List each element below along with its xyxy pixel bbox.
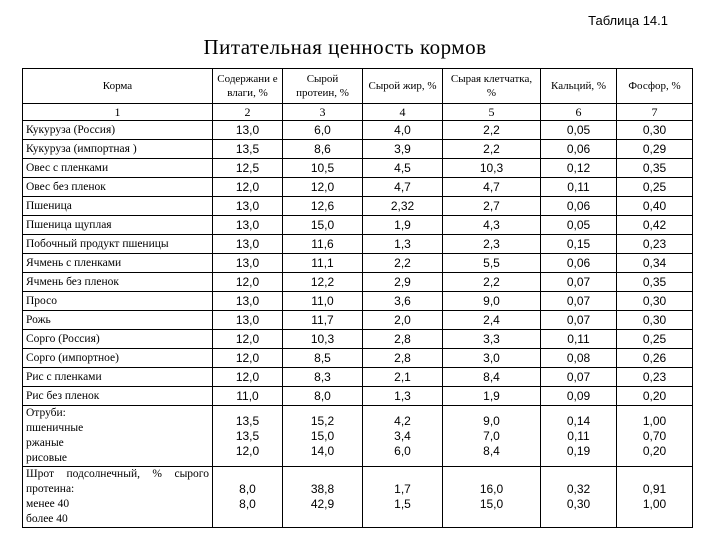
value-cell: 13,5 (213, 140, 283, 159)
header-cell: Фосфор, % (617, 69, 693, 104)
feed-name: Рожь (23, 311, 213, 330)
value-cell: 0,08 (541, 349, 617, 368)
nutrition-table (22, 68, 693, 528)
value-cell: 0,07 (541, 273, 617, 292)
value-cell: 10,5 (283, 159, 363, 178)
value-cell: 0,29 (617, 140, 693, 159)
value-cell: 0,07 (541, 368, 617, 387)
value-cell: 2,8 (363, 330, 443, 349)
table-row (23, 235, 693, 254)
value-cell: 38,8 42,9 (283, 467, 363, 528)
value-cell: 8,5 (283, 349, 363, 368)
value-cell: 0,32 0,30 (541, 467, 617, 528)
feed-name: Просо (23, 292, 213, 311)
value-cell: 8,0 (283, 387, 363, 406)
header-cell: Кальций, % (541, 69, 617, 104)
column-number: 3 (283, 104, 363, 121)
value-cell: 0,26 (617, 349, 693, 368)
value-cell: 15,0 (283, 216, 363, 235)
value-cell: 1,9 (443, 387, 541, 406)
column-number: 1 (23, 104, 213, 121)
header-cell: Корма (23, 69, 213, 104)
value-cell: 13,0 (213, 197, 283, 216)
value-cell: 0,06 (541, 140, 617, 159)
value-cell: 13,0 (213, 292, 283, 311)
value-cell: 0,34 (617, 254, 693, 273)
value-cell: 2,4 (443, 311, 541, 330)
value-cell: 0,91 1,00 (617, 467, 693, 528)
header-cell: Сырой протеин, % (283, 69, 363, 104)
value-cell: 8,4 (443, 368, 541, 387)
value-cell: 0,06 (541, 197, 617, 216)
table-row (23, 197, 693, 216)
table-row (23, 368, 693, 387)
value-cell: 4,0 (363, 121, 443, 140)
value-cell: 0,35 (617, 273, 693, 292)
value-cell: 1,00 0,70 0,20 (617, 406, 693, 467)
feed-subitem: ржаные (26, 437, 64, 449)
value-cell: 12,2 (283, 273, 363, 292)
value-cell: 0,09 (541, 387, 617, 406)
value-cell: 11,7 (283, 311, 363, 330)
column-number: 4 (363, 104, 443, 121)
value-cell: 0,23 (617, 235, 693, 254)
table-row (23, 273, 693, 292)
feed-name: Кукуруза (Россия) (23, 121, 213, 140)
header-row (23, 69, 693, 104)
table-row (23, 159, 693, 178)
table-row (23, 330, 693, 349)
value-cell: 0,14 0,11 0,19 (541, 406, 617, 467)
value-cell: 0,06 (541, 254, 617, 273)
feed-subitem: более 40 (26, 513, 68, 525)
value-cell: 2,2 (363, 254, 443, 273)
feed-subitem: рисовые (26, 452, 68, 464)
value-cell: 12,0 (213, 368, 283, 387)
value-cell: 0,12 (541, 159, 617, 178)
value-cell: 0,05 (541, 216, 617, 235)
value-cell: 3,0 (443, 349, 541, 368)
header-cell: Содержани е влаги, % (213, 69, 283, 104)
value-cell: 13,0 (213, 121, 283, 140)
value-cell: 2,8 (363, 349, 443, 368)
table-row (23, 254, 693, 273)
value-cell: 3,3 (443, 330, 541, 349)
value-cell: 0,35 (617, 159, 693, 178)
value-cell: 0,07 (541, 292, 617, 311)
value-cell: 6,0 (283, 121, 363, 140)
value-cell: 4,2 3,4 6,0 (363, 406, 443, 467)
header-cell: Сырой жир, % (363, 69, 443, 104)
column-number: 6 (541, 104, 617, 121)
value-cell: 13,0 (213, 254, 283, 273)
value-cell: 1,3 (363, 387, 443, 406)
value-cell: 11,6 (283, 235, 363, 254)
value-cell: 12,6 (283, 197, 363, 216)
table-row (23, 387, 693, 406)
value-cell: 2,7 (443, 197, 541, 216)
value-cell: 2,2 (443, 121, 541, 140)
feed-name: Побочный продукт пшеницы (23, 235, 213, 254)
value-cell: 0,07 (541, 311, 617, 330)
value-cell: 12,0 (213, 178, 283, 197)
feed-name-cell (23, 406, 213, 467)
page-title: Питательная ценность кормов (203, 35, 487, 59)
value-cell: 12,0 (213, 349, 283, 368)
value-cell: 15,2 15,0 14,0 (283, 406, 363, 467)
column-number: 2 (213, 104, 283, 121)
value-cell: 12,5 (213, 159, 283, 178)
value-cell: 4,7 (443, 178, 541, 197)
table-row (23, 121, 693, 140)
value-cell: 11,0 (213, 387, 283, 406)
value-cell: 10,3 (443, 159, 541, 178)
value-cell: 4,5 (363, 159, 443, 178)
value-cell: 3,9 (363, 140, 443, 159)
value-cell: 0,15 (541, 235, 617, 254)
value-cell: 0,25 (617, 178, 693, 197)
value-cell: 0,05 (541, 121, 617, 140)
value-cell: 0,30 (617, 292, 693, 311)
value-cell: 12,0 (283, 178, 363, 197)
value-cell: 3,6 (363, 292, 443, 311)
table-row (23, 178, 693, 197)
value-cell: 0,42 (617, 216, 693, 235)
value-cell: 2,3 (443, 235, 541, 254)
value-cell: 8,0 8,0 (213, 467, 283, 528)
feed-name: Ячмень с пленками (23, 254, 213, 273)
table-number-label: Таблица 14.1 (588, 13, 668, 28)
column-number: 7 (617, 104, 693, 121)
value-cell: 13,5 13,5 12,0 (213, 406, 283, 467)
value-cell: 9,0 (443, 292, 541, 311)
value-cell: 4,7 (363, 178, 443, 197)
feed-name: Сорго (импортное) (23, 349, 213, 368)
value-cell: 13,0 (213, 311, 283, 330)
value-cell: 8,3 (283, 368, 363, 387)
value-cell: 1,9 (363, 216, 443, 235)
value-cell: 10,3 (283, 330, 363, 349)
value-cell: 2,2 (443, 273, 541, 292)
feed-subitem: пшеничные (26, 422, 84, 434)
value-cell: 0,30 (617, 121, 693, 140)
value-cell: 0,20 (617, 387, 693, 406)
feed-name: Рис с пленками (23, 368, 213, 387)
value-cell: 11,1 (283, 254, 363, 273)
feed-name: Овес без пленок (23, 178, 213, 197)
value-cell: 12,0 (213, 273, 283, 292)
value-cell: 13,0 (213, 216, 283, 235)
table-row-meal (23, 467, 693, 528)
value-cell: 5,5 (443, 254, 541, 273)
table-row (23, 140, 693, 159)
table-row (23, 311, 693, 330)
feed-name: Отруби: (26, 407, 66, 419)
value-cell: 0,40 (617, 197, 693, 216)
value-cell: 2,1 (363, 368, 443, 387)
value-cell: 1,3 (363, 235, 443, 254)
value-cell: 11,0 (283, 292, 363, 311)
feed-name-cell (23, 467, 213, 528)
value-cell: 0,11 (541, 178, 617, 197)
feed-name: Рис без пленок (23, 387, 213, 406)
table-row (23, 216, 693, 235)
value-cell: 0,25 (617, 330, 693, 349)
value-cell: 13,0 (213, 235, 283, 254)
value-cell: 1,7 1,5 (363, 467, 443, 528)
table-row-bran (23, 406, 693, 467)
feed-subitem: менее 40 (26, 498, 70, 510)
table-row (23, 292, 693, 311)
header-cell: Сырая клетчатка, % (443, 69, 541, 104)
value-cell: 2,32 (363, 197, 443, 216)
feed-name: Овес с пленками (23, 159, 213, 178)
value-cell: 8,6 (283, 140, 363, 159)
feed-name: Шрот подсолнечный, % сырого протеина: (26, 468, 209, 495)
value-cell: 0,23 (617, 368, 693, 387)
column-number-row (23, 104, 693, 121)
value-cell: 16,0 15,0 (443, 467, 541, 528)
value-cell: 9,0 7,0 8,4 (443, 406, 541, 467)
value-cell: 4,3 (443, 216, 541, 235)
column-number: 5 (443, 104, 541, 121)
feed-name: Пшеница (23, 197, 213, 216)
value-cell: 12,0 (213, 330, 283, 349)
feed-name: Кукуруза (импортная ) (23, 140, 213, 159)
feed-name: Пшеница щуплая (23, 216, 213, 235)
value-cell: 2,0 (363, 311, 443, 330)
feed-name: Сорго (Россия) (23, 330, 213, 349)
value-cell: 2,2 (443, 140, 541, 159)
value-cell: 2,9 (363, 273, 443, 292)
value-cell: 0,11 (541, 330, 617, 349)
value-cell: 0,30 (617, 311, 693, 330)
feed-name: Ячмень без пленок (23, 273, 213, 292)
table-row (23, 349, 693, 368)
